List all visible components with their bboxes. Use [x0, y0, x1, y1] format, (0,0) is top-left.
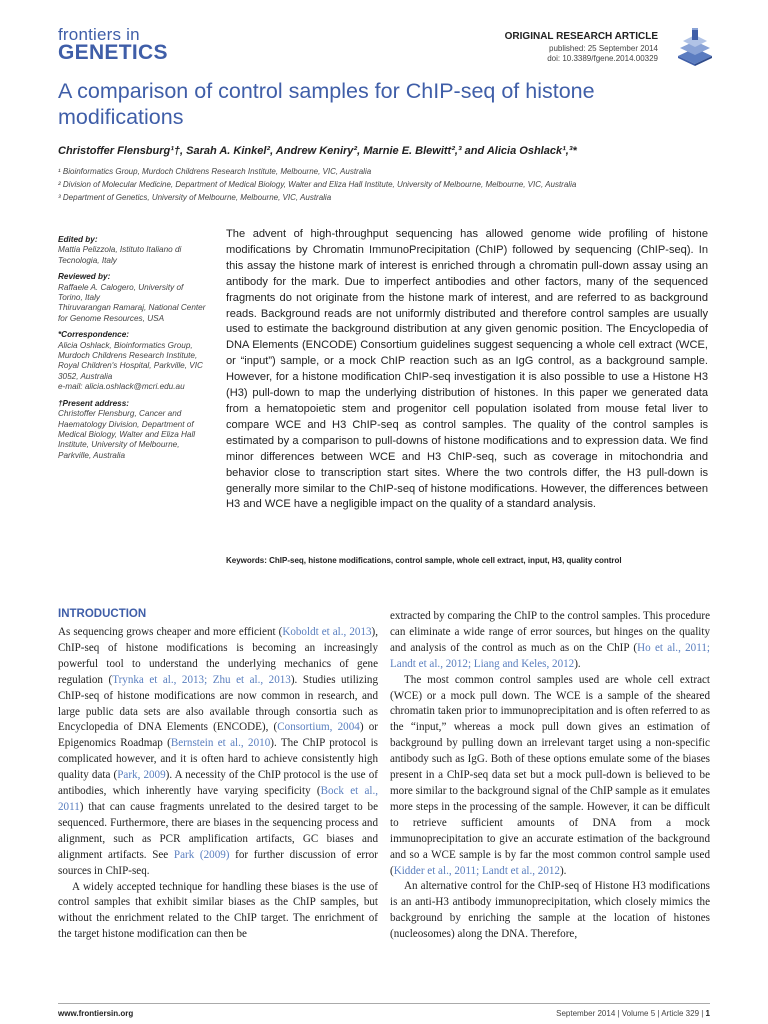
reviewed-by-heading: Reviewed by:: [58, 272, 111, 282]
citation-link[interactable]: Koboldt et al., 2013: [282, 626, 372, 638]
footer-divider: [58, 1003, 710, 1004]
text-run: extracted by comparing the ChIP to the control samples. This procedure can eliminate a wide range of error sources, but hinges on the quality and analysis of the control as much as on the ChIP (: [390, 610, 710, 654]
present-address: Christoffer Flensburg, Cancer and Haematology Division, Department of Medical Biology, Walter and Eliza Hall Institute, University of Melbourne, Parkville, Australia: [58, 409, 196, 460]
citation-link[interactable]: Ho et al., 2011; Landt et al., 2012; Liang and Keles, 2012: [390, 641, 710, 670]
journal-url[interactable]: www.frontiersin.org: [58, 1009, 134, 1018]
text-run: ) or Epigenomics Roadmap (: [58, 721, 378, 750]
doi: doi: 10.3389/fgene.2014.00329: [547, 54, 658, 63]
article-title: A comparison of control samples for ChIP-seq of histone modifications: [58, 79, 595, 129]
affiliation-3: ³ Department of Genetics, University of Melbourne, Melbourne, VIC, Australia: [58, 193, 332, 202]
text-run: for further discussion of error sources in ChIP-seq.: [58, 848, 379, 877]
paragraph: [390, 673, 710, 880]
text-run: ).: [574, 657, 581, 670]
author-list: Christoffer Flensburg¹†, Sarah A. Kinkel², Andrew Keniry², Marnie E. Blewitt²,³ and Alicia Oshlack¹,³*: [58, 145, 577, 157]
issue-info: [556, 1009, 710, 1018]
citation-link[interactable]: Consortium, 2004: [277, 721, 360, 734]
reviewer-1: Raffaele A. Calogero, University of Torino, Italy: [58, 282, 184, 303]
citation-link[interactable]: Bernstein et al., 2010: [170, 737, 271, 750]
text-run: ) that can cause fragments unrelated to the desired target to be sequenced. Furthermore, there are biases in the sequencing process and alignment, such as PCR amplification artifacts, GC biases and alignment artifacts. See: [58, 800, 378, 861]
text-run: The most common control samples used are whole cell extract (WCE) or a mock pull down. The WCE is a sample of the sheared chromatin taken prior to immunoprecipitation and is often referred to as the “input,” whereas a mock pull down gives an estimation of background by pulling down an irrelevant target using a non-specific antibody such as IgG. Both of these options emulate some of the biases present in a ChIP-seq data set but a mock pull-down is believed to be more similar to the background signal of the ChIP sample as it emulates more steps in the processing of the sample. However, it can be difficult to retrieve sufficient amounts of DNA from a mock immunoprecipitation to give an accurate estimation of the background and so a WCE sample is by far the most common control sample used (: [390, 673, 710, 877]
reviewer-2: Thiruvarangan Ramaraj, National Center for Genome Resources, USA: [58, 303, 206, 323]
text-run: As sequencing grows cheaper and more efficient (: [58, 626, 283, 638]
page-number: 1: [705, 1009, 710, 1018]
edited-by: Mattia Pelizzola, Istituto Italiano di Tecnologia, Italy: [58, 245, 182, 265]
article-type: ORIGINAL RESEARCH ARTICLE: [504, 31, 658, 42]
keywords: Keywords: ChIP-seq, histone modifications, control sample, whole cell extract, input, H3, quality control: [226, 556, 622, 565]
stacked-layers-icon: [674, 26, 716, 66]
correspondence-email[interactable]: e-mail: alicia.oshlack@mcri.edu.au: [58, 382, 185, 392]
text-run: ), ChIP-seq of histone modifications is becoming an increasingly powerful tool to understand the underlying mechanics of gene regulation (: [58, 626, 379, 686]
paragraph: [58, 625, 378, 880]
citation-link[interactable]: Kidder et al., 2011; Landt et al., 2012: [393, 864, 560, 877]
published-date: published: 25 September 2014: [549, 44, 658, 53]
journal-logo-name: GENETICS: [58, 41, 168, 64]
issue-text: September 2014 | Volume 5 | Article 329 |: [556, 1009, 706, 1018]
body-column-left: [58, 625, 378, 943]
text-run: ). The ChIP protocol is complicated however, and it is often hard to achieve consistently high quality data (: [58, 737, 378, 782]
journal-logo-top: frontiers in: [58, 25, 140, 44]
text-run: ).: [559, 864, 567, 877]
affiliation-2: ² Division of Molecular Medicine, Department of Medical Biology, Walter and Eliza Hall Institute, University of Melbourne, Melbourne, VIC, Australia: [58, 180, 577, 189]
editorial-sidebar: [58, 232, 208, 461]
citation-link[interactable]: Trynka et al., 2013; Zhu et al., 2013: [112, 673, 291, 686]
publication-info: [547, 44, 658, 64]
paragraph: [390, 609, 710, 673]
present-address-heading: †Present address:: [58, 398, 129, 408]
text-run: ). Studies utilizing ChIP-seq of histone modifications are now common in research, and large public data sets are also available through consortia such as Encyclopedia of DNA Elements (ENCODE), (: [58, 673, 378, 734]
edited-by-heading: Edited by:: [58, 235, 98, 244]
paragraph: A widely accepted technique for handling these biases is the use of control samples that exhibit similar biases as the ChIP samples, but without the enrichment related to the ChIP target. The enrichment of the target histone modification can then be: [58, 880, 378, 941]
citation-link[interactable]: Park, 2009: [117, 769, 166, 782]
affiliation-1: ¹ Bioinformatics Group, Murdoch Childrens Research Institute, Melbourne, VIC, Australia: [58, 167, 372, 176]
paragraph: An alternative control for the ChIP-seq of Histone H3 modifications is an anti-H3 antibody immunoprecipitation, which closely mimics the background by enriching the sample at the location of histones (nucleosomes) along the DNA. Therefore,: [390, 880, 710, 941]
abstract: The advent of high-throughput sequencing has allowed genome wide profiling of histone modifications by Chromatin ImmunoPrecipitation (ChIP) followed by sequencing (ChIP-seq). In this assay the histone mark of interest is enriched through a chromatin pull-down assay using an antibody for the mark. Due to imperfect antibodies and other factors, many of the sequenced fragments do not originate from the histone mark of interest, and are referred to as background reads. Background reads are not uniformly distributed and therefore control samples are usually used to estimate the background distribution at any given genomic position. The Encyclopedia of DNA Elements (ENCODE) Consortium guidelines suggest sequencing a whole cell extract (WCE, or “input”) sample, or a mock ChIP reaction such as an IgG control, as a background sample. However, for a histone modification ChIP-seq investigation it is also possible to use a Histone H3 (H3) pull-down to map the underlying distribution of histones. In this paper we generated data from a hematopoietic stem and progenitor cell population isolated from mouse fetal liver to compare WCE and H3 ChIP-seq as control samples. The quality of the control samples is estimated by a comparison to pull-downs of histone modifications and to expression data. We find minor differences between WCE and H3 ChIP-seq, such as coverage in mitochondria and behavior close to transcription start sites. Where the two controls differ, the H3 pull-down is generally more similar to the ChIP-seq of histone modifications. However, the differences between H3 and WCE have a negligible impact on the quality of a standard analysis.: [226, 228, 708, 511]
text-run: ). A necessity of the ChIP protocol is the use of antibodies, which inherently have varying specificity (: [58, 769, 378, 798]
citation-link[interactable]: Park (2009): [173, 848, 230, 861]
correspondence-heading: *Correspondence:: [58, 330, 129, 340]
correspondence: Alicia Oshlack, Bioinformatics Group, Murdoch Childrens Research Institute, Royal Children's Hospital, Parkville, VIC 3052, Australia: [58, 340, 203, 381]
citation-link[interactable]: Bock et al., 2011: [58, 785, 378, 813]
section-heading-introduction: INTRODUCTION: [58, 608, 147, 620]
body-column-right: [390, 609, 710, 943]
